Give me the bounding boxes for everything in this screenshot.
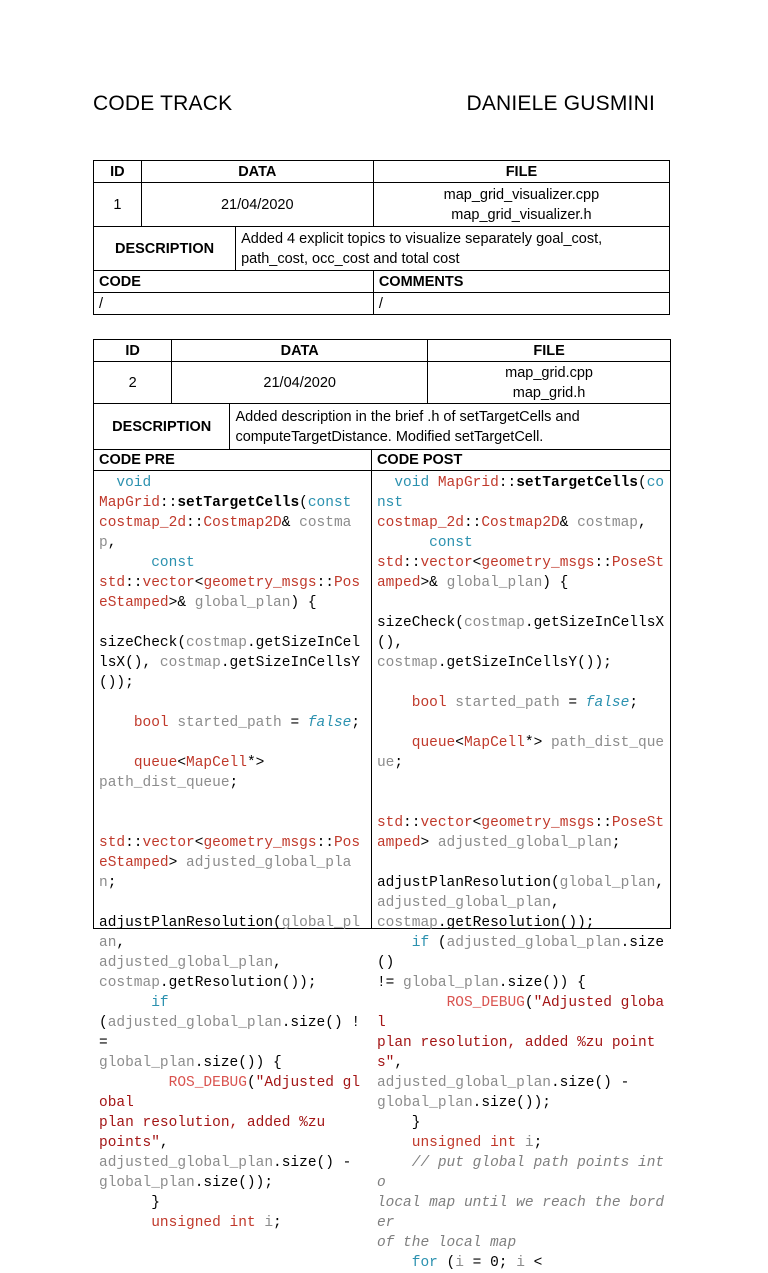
file-name: map_grid_visualizer.cpp (443, 186, 600, 203)
file-name: map_grid_visualizer.h (451, 206, 592, 223)
file-name: map_grid.h (512, 384, 586, 401)
description-label: DESCRIPTION (94, 404, 230, 450)
data-header: DATA (141, 161, 373, 183)
description-label: DESCRIPTION (94, 227, 236, 271)
data-header: DATA (172, 340, 428, 362)
record-description: Added 4 explicit topics to visualize separately goal_cost, path_cost, occ_cost and total cost (236, 227, 670, 271)
record-2-table (93, 339, 671, 1271)
file-header: FILE (373, 161, 669, 183)
comments-label: COMMENTS (373, 271, 669, 293)
record-comments: / (373, 293, 669, 315)
file-header: FILE (428, 340, 671, 362)
author-name: DANIELE GUSMINI (466, 92, 655, 115)
code-pre-block: void MapGrid::setTargetCells(const costmap_2d::Costmap2D& costmap, const std::vector<geometry_msgs::PoseStamped>& global_plan) { sizeCheck(costmap.getSizeInCellsX(), costmap.getSizeInCellsY()); bool started_path = false; queue<MapCell*> path_dist_queue; std::vector<geometry_msgs::PoseStamped> adjusted_global_plan; adjustPlanResolution(global_plan, adjusted_global_plan, costmap.getResolution()); if (adjusted_global_plan.size() != global_plan.size()) { ROS_DEBUG("Adjusted global plan resolution, added %zu points", adjusted_global_plan.size() - global_plan.size()); } unsigned int i; (94, 471, 372, 929)
record-date: 21/04/2020 (172, 362, 428, 404)
record-files (428, 362, 671, 404)
record-1-table (93, 160, 670, 315)
file-name: map_grid.cpp (505, 364, 593, 381)
id-header: ID (94, 340, 172, 362)
code-label: CODE (94, 271, 374, 293)
record-date: 21/04/2020 (141, 183, 373, 227)
record-id: 1 (94, 183, 142, 227)
code-post-block: void MapGrid::setTargetCells(const costmap_2d::Costmap2D& costmap, const std::vector<geometry_msgs::PoseStamped>& global_plan) { sizeCheck(costmap.getSizeInCellsX(), costmap.getSizeInCellsY()); bool started_path = false; queue<MapCell*> path_dist_queue; std::vector<geometry_msgs::PoseStamped> adjusted_global_plan; adjustPlanResolution(global_plan, adjusted_global_plan, costmap.getResolution()); if (adjusted_global_plan.size() != global_plan.size()) { ROS_DEBUG("Adjusted global plan resolution, added %zu points", adjusted_global_plan.size() - global_plan.size()); } unsigned int i; // put global path points into local map until we reach the border of the local map for (i = 0; i < (371, 471, 670, 929)
document-title: CODE TRACK (93, 92, 233, 115)
record-code: / (94, 293, 374, 315)
code-pre-label: CODE PRE (94, 450, 372, 471)
record-files (373, 183, 669, 227)
page-header (93, 92, 655, 118)
code-post-label: CODE POST (371, 450, 670, 471)
record-id: 2 (94, 362, 172, 404)
record-description: Added description in the brief .h of setTargetCells and computeTargetDistance. Modified setTargetCell. (230, 404, 671, 450)
id-header: ID (94, 161, 142, 183)
